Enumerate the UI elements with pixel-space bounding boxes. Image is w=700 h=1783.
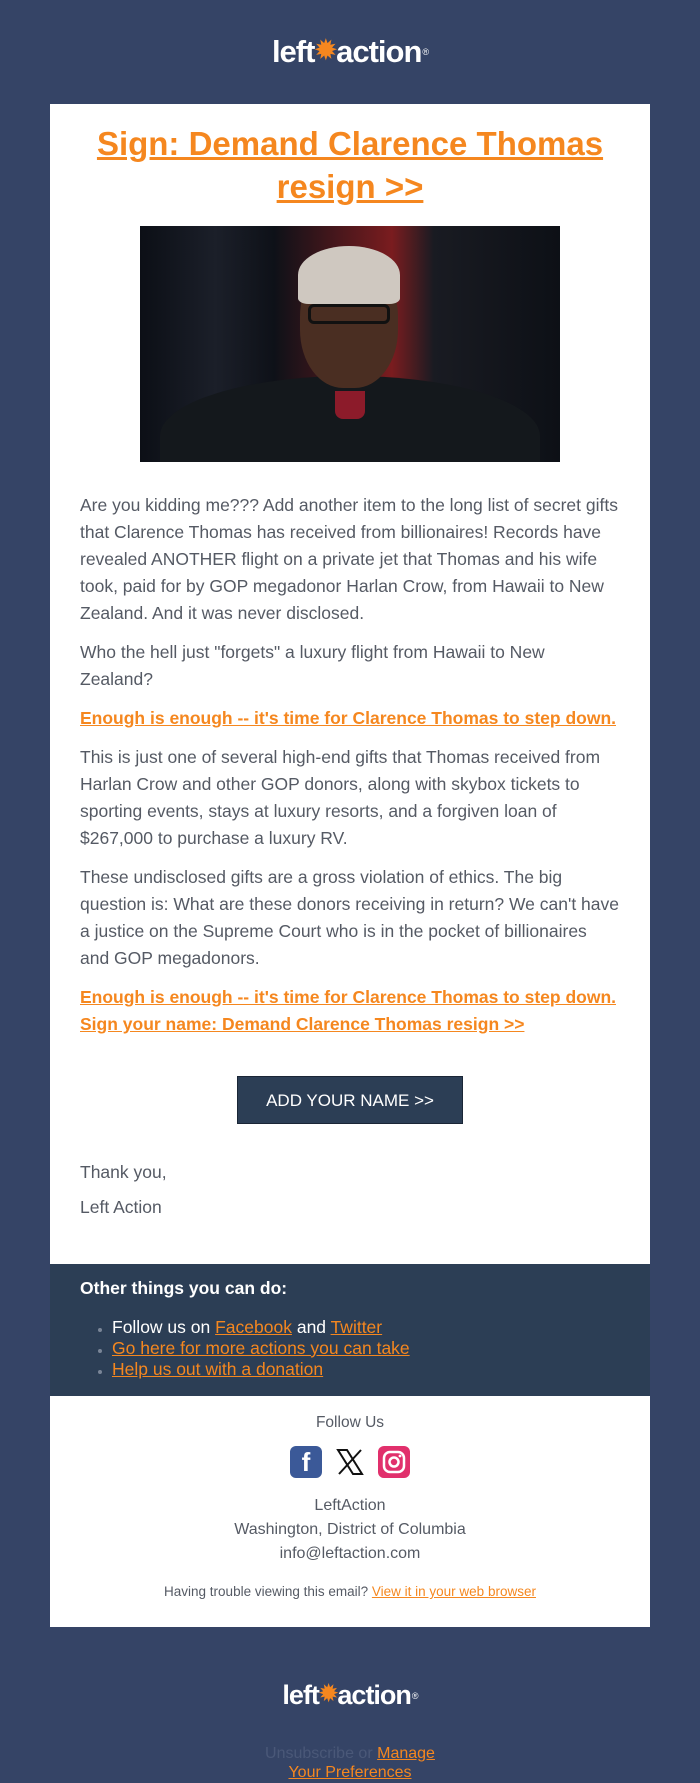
paragraph: This is just one of several high-end gifts that Thomas received from Harlan Crow and other GOP donors, along with skybox tickets to sporting events, stays at luxury resorts, and a forgiven loan of $267,000 to purchase a luxury RV. bbox=[80, 747, 601, 848]
headline-link[interactable]: Sign: Demand Clarence Thomas resign >> bbox=[96, 125, 604, 205]
logo-text-right: action bbox=[337, 1680, 411, 1710]
sign-name-link[interactable]: Enough is enough -- it's time for Clarence Thomas to step down. Sign your name: Demand Clarence Thomas resign >> bbox=[80, 987, 616, 1034]
paragraph: Who the hell just "forgets" a luxury flight from Hawaii to New Zealand? bbox=[80, 642, 545, 689]
preferences-link[interactable]: Your Preferences bbox=[288, 1764, 412, 1781]
web-browser-link[interactable]: View it in your web browser bbox=[371, 1584, 536, 1599]
instagram-icon[interactable] bbox=[378, 1446, 410, 1478]
unsubscribe-row bbox=[0, 1744, 700, 1782]
list-item bbox=[112, 1359, 620, 1380]
trademark: ® bbox=[422, 47, 429, 57]
signature: Left Action bbox=[80, 1197, 162, 1217]
org-name: LeftAction bbox=[314, 1497, 386, 1514]
manage-link[interactable]: Manage bbox=[377, 1745, 435, 1762]
starburst-icon: ✹ bbox=[317, 1679, 339, 1708]
other-actions-list bbox=[80, 1317, 620, 1380]
paragraph: Are you kidding me??? Add another item to the long list of secret gifts that Clarence Thomas has received from billionaires! Records have revealed ANOTHER flight on a private jet that Thomas and his wife took, paid for by GOP megadonor Harlan Crow, from Hawaii to New Zealand. And it was never disclosed. bbox=[80, 495, 618, 623]
facebook-icon[interactable]: f bbox=[290, 1446, 322, 1478]
hero-hair bbox=[298, 246, 400, 304]
hero-collar bbox=[335, 391, 365, 419]
logo-text-right: action bbox=[336, 34, 422, 69]
top-logo bbox=[0, 0, 700, 104]
body-text bbox=[50, 462, 650, 1038]
hero-robe bbox=[160, 376, 540, 462]
other-actions-panel bbox=[50, 1264, 650, 1396]
thank-you: Thank you, bbox=[80, 1162, 167, 1182]
button-wrap bbox=[50, 1076, 650, 1124]
list-item bbox=[112, 1317, 620, 1338]
email-card bbox=[50, 104, 650, 1627]
trouble-text: Having trouble viewing this email? bbox=[164, 1584, 372, 1599]
follow-us-label: Follow Us bbox=[315, 1414, 385, 1431]
org-location: Washington, District of Columbia bbox=[234, 1521, 466, 1538]
list-item bbox=[112, 1338, 620, 1359]
hero-glasses bbox=[308, 304, 390, 324]
step-down-link[interactable]: Enough is enough -- it's time for Clarence Thomas to step down. bbox=[80, 708, 616, 728]
signoff bbox=[50, 1162, 650, 1264]
footer bbox=[50, 1396, 650, 1627]
other-heading: Other things you can do: bbox=[80, 1278, 288, 1298]
follow-prefix: Follow us on bbox=[112, 1317, 216, 1337]
social-icons bbox=[50, 1446, 650, 1478]
twitter-link[interactable]: Twitter bbox=[330, 1317, 383, 1337]
org-email: info@leftaction.com bbox=[279, 1545, 421, 1562]
hero-image[interactable] bbox=[140, 226, 560, 462]
trouble-viewing bbox=[50, 1584, 650, 1599]
logo-text-left: left bbox=[271, 34, 315, 69]
more-actions-link[interactable]: Go here for more actions you can take bbox=[112, 1338, 410, 1358]
or-text: or bbox=[353, 1745, 378, 1762]
x-icon[interactable] bbox=[334, 1446, 366, 1478]
logo-text-left: left bbox=[282, 1680, 319, 1710]
and-text: and bbox=[291, 1317, 331, 1337]
donation-link[interactable]: Help us out with a donation bbox=[112, 1359, 324, 1379]
unsubscribe-link[interactable]: Unsubscribe bbox=[265, 1745, 354, 1762]
starburst-icon: ✹ bbox=[313, 33, 338, 67]
trademark: ® bbox=[411, 1690, 418, 1701]
paragraph: These undisclosed gifts are a gross violation of ethics. The big question is: What are these donors receiving in return? We can't have a justice on the Supreme Court who is in the pocket of billionaires and GOP megadonors. bbox=[80, 867, 620, 968]
facebook-link[interactable]: Facebook bbox=[215, 1317, 292, 1337]
bottom-logo bbox=[0, 1680, 700, 1711]
add-your-name-button[interactable]: ADD YOUR NAME >> bbox=[237, 1076, 463, 1124]
